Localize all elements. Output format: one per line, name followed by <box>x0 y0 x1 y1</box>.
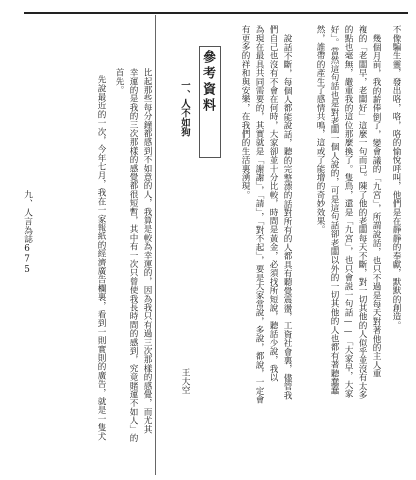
text-column: 幾個月前，我的薪俸倒了，變會議的「九宮」，所謂說話，也只不過是每天對著他的主人重 <box>371 34 381 378</box>
text-column: 有更多的祥和與安樂，在我們的生活裏湧現。 <box>240 25 250 199</box>
reference-title: 參考資料 <box>200 50 215 114</box>
page-number: 675 <box>22 244 32 276</box>
top-rule <box>24 12 408 14</box>
section-heading: 一、人不如狗 <box>179 80 190 137</box>
text-column: 然，誰帶的產生了感情共鳴，這或了能增的奇妙效果。 <box>315 25 325 234</box>
text-column: 首先。 <box>114 68 124 95</box>
text-column: 好」。當然這句話也是對老闆一個人說的，可是這句話卻老闆以外的一切其他的人也都有著聽蠢蠢 <box>329 25 339 395</box>
text-column: 幸運的是我的三次那樣的感覺都很短暫，其中有一次只曾使我長時間的感到，究竟賭運不如人」的 <box>128 68 138 443</box>
author-name: 王大空 <box>180 368 190 395</box>
column-divider <box>155 15 156 475</box>
text-column: 先說最近的一次，今年七月，我在一家報紙的經濟廣告欄裏，看到一則實則的廣告，就是一隻犬 <box>96 75 106 441</box>
text-column: 複的「老闆早，老闆好」這麼一句而已。陳了他的老闆每天不斷，對一切其他的人似乎並沒有太多 <box>357 25 367 400</box>
text-column: 比起那些每分鐘都感到不如意的人，我算是較為幸運的，因為我只有過三次那樣的感覺，而尤其 <box>142 68 152 434</box>
text-column: 為現在最具共同需要的，其實就是「謝謝」，「請」，「對不起」，要是大家常說，多說，都說，一定會 <box>254 25 264 404</box>
text-column: 說話不斷，每個人都能說話，聽的完整漂的話對所有的人都具有聽覺震盪，工資社會裏，儘管我 <box>282 34 292 400</box>
text-column: 的點也毫無，嚴重我的這位那麼換了。隻鳥，還是「九宮」，也只會説一句話——「大家早，大家 <box>343 25 353 398</box>
text-column: 們自己也沒有不會在何時，大家卻並十分比較，時間是黃金，必須找所短說，聽話少說，我以 <box>268 25 278 382</box>
text-column: 不像騙生靈，發出咯，咯，咯的愉悅呼叫，他們是在靜靜的奉獻，默默的創造。 <box>391 25 401 330</box>
running-head: 九、人言為誌 <box>22 190 32 244</box>
